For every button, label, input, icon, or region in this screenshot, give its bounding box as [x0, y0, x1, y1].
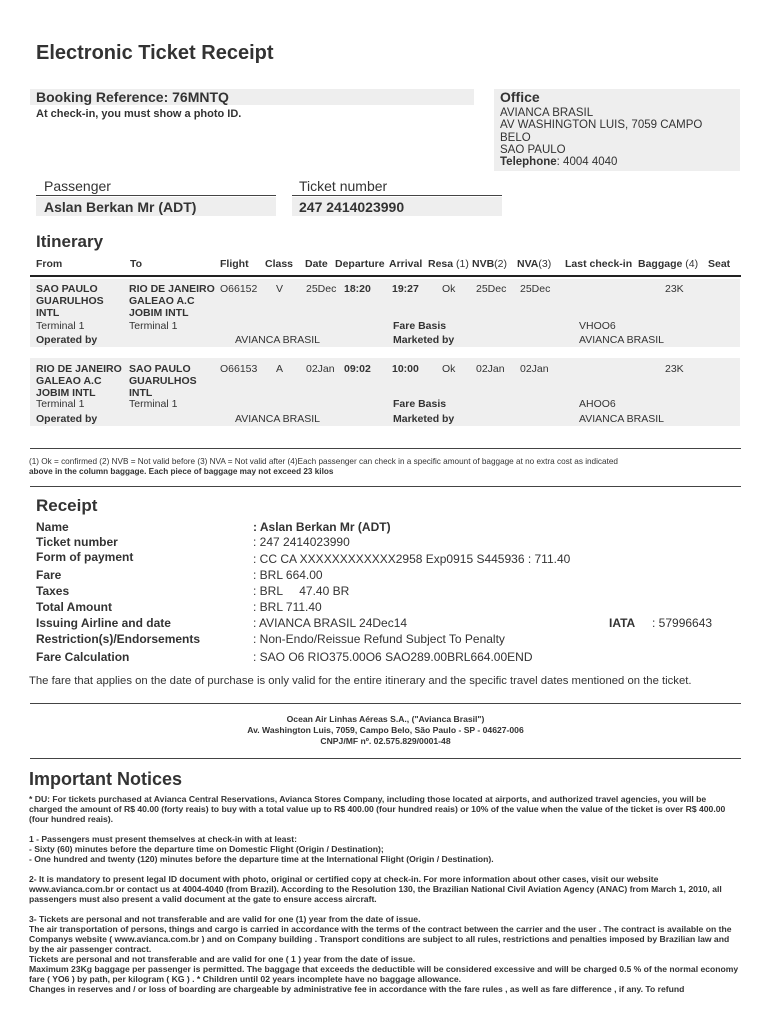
fare-basis-label: Fare Basis [393, 398, 447, 410]
receipt-value: : BRL 664.00 [253, 568, 323, 582]
segment-nvb: 25Dec [476, 283, 507, 295]
photo-id-note: At check-in, you must show a photo ID. [36, 108, 242, 120]
segment-departure: 09:02 [344, 363, 371, 375]
company-info [30, 714, 741, 747]
to-line: RIO DE JANEIRO [129, 283, 215, 295]
notice-line: - One hundred and twenty (120) minutes before the departure time at the International Flight (Origin / Destination). [29, 854, 494, 865]
passenger-label: Passenger [44, 178, 111, 194]
notice-paragraph: Tickets are personal and not transferable and are valid for one ( 1 ) year from the date of issue. [29, 954, 416, 964]
to-line: GALEAO A.C [129, 295, 195, 307]
itinerary-legend [29, 457, 741, 477]
col-from: From [36, 258, 63, 270]
segment-resa: Ok [442, 283, 456, 295]
telephone-label: Telephone [500, 156, 557, 169]
divider [292, 195, 502, 196]
col-baggage-note: (4) [685, 258, 699, 270]
fare-basis-value: AHOO6 [579, 398, 616, 410]
office-heading: Office [500, 89, 540, 105]
notices-heading: Important Notices [29, 769, 183, 789]
col-date: Date [305, 258, 328, 270]
segment-class: V [276, 283, 284, 295]
marketed-by-label: Marketed by [393, 334, 455, 346]
from-line: GALEAO A.C [36, 375, 102, 387]
receipt-value: : Non-Endo/Reissue Refund Subject To Penalty [253, 632, 505, 646]
segment-to [129, 283, 215, 319]
ticket-number-value: 247 2414023990 [299, 199, 405, 215]
ticket-number-label: Ticket number [299, 178, 388, 194]
segment-nva: 25Dec [520, 283, 551, 295]
col-seat: Seat [708, 258, 731, 270]
booking-reference: Booking Reference: 76MNTQ [36, 89, 229, 105]
operated-by-value: AVIANCA BRASIL [235, 334, 321, 346]
col-resa-note: (1) [456, 258, 469, 270]
receipt-value: : AVIANCA BRASIL 24Dec14 [253, 616, 408, 630]
office-line: AV WASHINGTON LUIS, 7059 CAMPO [500, 119, 703, 132]
telephone-value: : 4004 4040 [556, 156, 618, 169]
col-nva [517, 258, 551, 270]
company-line: Ocean Air Linhas Aéreas S.A., ("Avianca Brasil") [286, 714, 485, 724]
marketed-by-value: AVIANCA BRASIL [579, 334, 665, 346]
from-line: RIO DE JANEIRO [36, 363, 122, 375]
company-line: CNPJ/MF nº. 02.575.829/0001-48 [320, 736, 451, 746]
company-line: Av. Washington Luis, 7059, Campo Belo, São Paulo - SP - 04627-006 [247, 725, 524, 735]
to-line: INTL [129, 387, 153, 399]
receipt-label: Restriction(s)/Endorsements [36, 632, 201, 646]
segment-class: A [276, 363, 284, 375]
notice-paragraph: 3- Tickets are personal and not transferable and are valid for one (1) year from the date of issue. [29, 914, 421, 924]
receipt-label: Total Amount [36, 600, 112, 614]
office-address [500, 107, 702, 168]
divider [30, 448, 741, 449]
legend-line: (1) Ok = confirmed (2) NVB = Not valid before (3) NVA = Not valid after (4)Each passenger can check in a specific amount of baggage at no extra cost as indicated [29, 457, 618, 466]
iata-label: IATA [609, 616, 636, 630]
legend-line: above in the column baggage. Each piece of baggage may not exceed 23 kilos [29, 467, 334, 476]
col-nvb-note: (2) [494, 258, 508, 270]
segment-flight: O66152 [220, 283, 258, 295]
to-terminal: Terminal 1 [129, 320, 178, 332]
office-line: SAO PAULO [500, 143, 566, 156]
receipt-label: Issuing Airline and date [36, 616, 171, 630]
receipt-label: Fare Calculation [36, 650, 130, 664]
receipt-value: : BRL 47.40 BR [253, 584, 350, 598]
receipt-label: Name [36, 520, 69, 534]
notice-paragraph: Changes in reserves and / or loss of boarding are chargeable by administrative fee in accordance with the fare rules , as well as fare difference , if any. To refund [29, 984, 685, 994]
col-nvb [472, 258, 507, 270]
segment-from [36, 363, 122, 399]
segment-flight: O66153 [220, 363, 258, 375]
receipt-value: : SAO O6 RIO375.00O6 SAO289.00BRL664.00END [253, 650, 533, 664]
receipt-value: : CC CA XXXXXXXXXXXX2958 Exp0915 S445936 : 711.40 [253, 552, 571, 566]
from-line: GUARULHOS [36, 295, 104, 307]
receipt-value: : 247 2414023990 [253, 535, 350, 549]
segment-baggage: 23K [665, 283, 684, 295]
col-resa-label: Resa [428, 258, 454, 270]
segment-resa: Ok [442, 363, 456, 375]
segment-from [36, 283, 104, 319]
col-nva-label: NVA [517, 258, 539, 270]
marketed-by-value: AVIANCA BRASIL [579, 413, 665, 425]
operated-by-label: Operated by [36, 334, 98, 346]
segment-date: 25Dec [306, 283, 337, 295]
receipt-label: Ticket number [36, 535, 118, 549]
segment-baggage: 23K [665, 363, 684, 375]
col-nva-note: (3) [538, 258, 552, 270]
receipt-label: Taxes [36, 584, 70, 598]
from-line: INTL [36, 307, 60, 319]
notice-paragraph: * DU: For tickets purchased at Avianca Central Reservations, Avianca Stores Company, including those located at airports, and authorized travel agencies, you will be charged the amount of R$ 40.00 (forty reais) to buy with a total value up to R$ 400.00 (four hundred reais) or 10% of the value when the value of the ticket is over R$ 400.00 (four hundred reais). [29, 794, 726, 825]
office-line: BELO [500, 131, 531, 144]
divider [30, 758, 741, 759]
fare-basis-label: Fare Basis [393, 320, 447, 332]
to-line: SAO PAULO [129, 363, 191, 375]
segment-nvb: 02Jan [476, 363, 505, 375]
fare-validity-note: The fare that applies on the date of purchase is only valid for the entire itinerary and the specific travel dates mentioned on the ticket. [29, 675, 692, 687]
segment-arrival: 19:27 [392, 283, 419, 295]
office-line: AVIANCA BRASIL [500, 107, 594, 119]
operated-by-label: Operated by [36, 413, 98, 425]
col-nvb-label: NVB [472, 258, 495, 270]
from-terminal: Terminal 1 [36, 398, 85, 410]
receipt-label: Form of payment [36, 550, 134, 564]
col-arrival: Arrival [389, 258, 423, 270]
notice-line: 1 - Passengers must present themselves at check-in with at least: [29, 834, 297, 844]
col-baggage [638, 258, 698, 270]
receipt-value: : Aslan Berkan Mr (ADT) [253, 520, 391, 534]
segment-to [129, 363, 197, 399]
segment-nva: 02Jan [520, 363, 549, 375]
table-header-rule [30, 275, 741, 277]
receipt-label: Fare [36, 568, 62, 582]
divider [36, 195, 276, 196]
fare-basis-value: VHOO6 [579, 320, 616, 332]
col-class: Class [265, 258, 294, 270]
segment-departure: 18:20 [344, 283, 371, 295]
col-departure: Departure [335, 258, 385, 270]
notice-paragraph [29, 834, 741, 865]
notice-paragraph: 2- It is mandatory to present legal ID document with photo, original or certified copy at check-in. For more information about other cases, visit our website www.avianca.com.br or contact us at 4004-4040 (from Brazil). According to the Resolution 130, the Brazilian National Civil Aviation Agency (ANAC) from March 1, 2010, all passengers must also present a valid document at the gate to ensure access aircraft. [29, 874, 722, 905]
divider [30, 703, 741, 704]
notice-paragraph: The air transportation of persons, things and cargo is carried in accordance with the terms of the contract between the carrier and the user . The contract is available on the Companys website ( www.avianca.com.br ) and on Company building . Transport conditions are subject to all rules, restrictions and penalties imposed by Brazilian law and by the air passenger contract. [29, 924, 732, 955]
col-baggage-label: Baggage [638, 258, 683, 270]
segment-arrival: 10:00 [392, 363, 419, 375]
notice-line: - Sixty (60) minutes before the departure time on Domestic Flight (Origin / Destination); [29, 844, 384, 855]
segment-date: 02Jan [306, 363, 335, 375]
passenger-name: Aslan Berkan Mr (ADT) [44, 199, 197, 215]
col-flight: Flight [220, 258, 249, 270]
iata-value: : 57996643 [652, 616, 713, 630]
from-terminal: Terminal 1 [36, 320, 85, 332]
divider [30, 486, 741, 487]
notice-paragraph: Maximum 23Kg baggage per passenger is permitted. The baggage that exceeds the deductible will be considered excessive and will be charged 0.5 % of the normal economy fare ( YO6 ) by path, per kilogram ( KG ) . * Children until 02 years incomplete have no baggage allowance. [29, 964, 739, 985]
office-telephone [500, 156, 702, 168]
col-last-checkin: Last check-in [565, 258, 633, 270]
to-terminal: Terminal 1 [129, 398, 178, 410]
receipt-heading: Receipt [36, 496, 98, 515]
operated-by-value: AVIANCA BRASIL [235, 413, 321, 425]
from-line: SAO PAULO [36, 283, 98, 295]
marketed-by-label: Marketed by [393, 413, 455, 425]
receipt-value: : BRL 711.40 [253, 600, 322, 614]
from-line: JOBIM INTL [36, 387, 96, 399]
page-title: Electronic Ticket Receipt [36, 42, 274, 64]
itinerary-heading: Itinerary [36, 232, 104, 251]
col-resa [428, 258, 469, 270]
to-line: GUARULHOS [129, 375, 197, 387]
col-to: To [130, 258, 143, 270]
to-line: JOBIM INTL [129, 307, 189, 319]
